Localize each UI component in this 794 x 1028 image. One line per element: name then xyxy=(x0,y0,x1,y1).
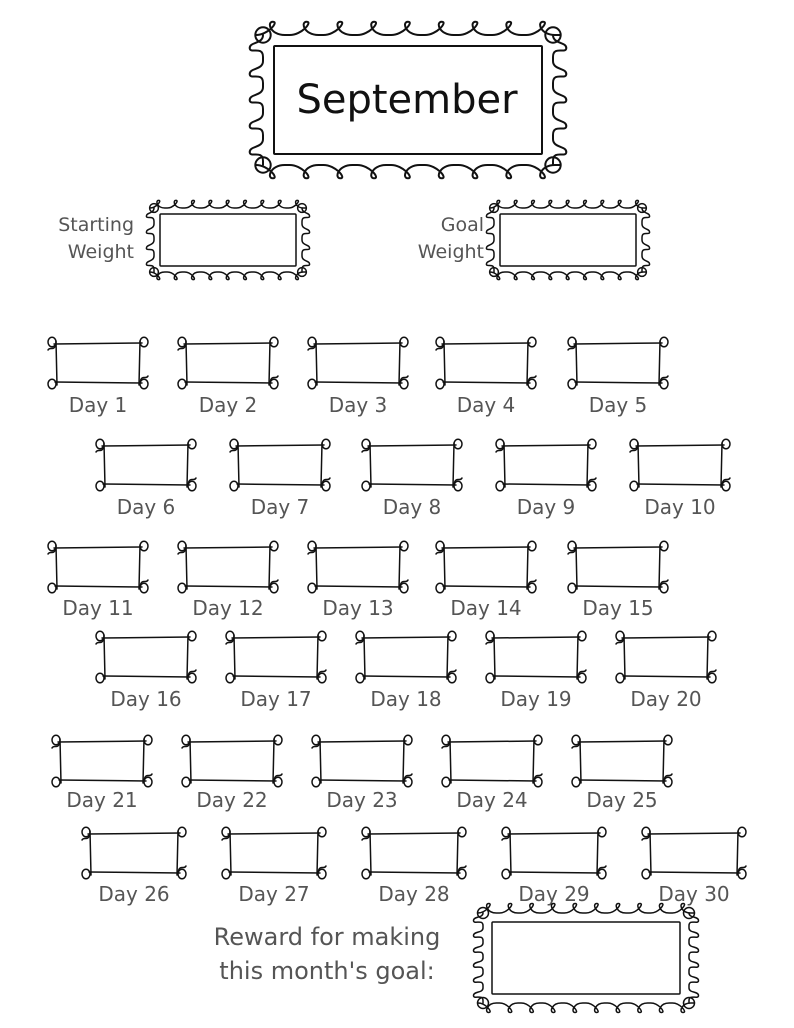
day-box[interactable] xyxy=(496,438,596,492)
day-label: Day 25 xyxy=(586,788,658,812)
day-box[interactable] xyxy=(48,336,148,390)
day-label: Day 16 xyxy=(110,687,182,711)
reward-label xyxy=(196,920,458,988)
day-label: Day 26 xyxy=(98,882,170,906)
goal-weight-label-line1: Goal xyxy=(440,214,484,236)
day-label: Day 30 xyxy=(658,882,730,906)
day-box[interactable] xyxy=(362,826,466,880)
day-label: Day 18 xyxy=(370,687,442,711)
starting-weight-label-line2: Weight xyxy=(67,241,134,263)
day-box[interactable] xyxy=(178,336,278,390)
day-box[interactable] xyxy=(96,630,196,684)
day-box[interactable] xyxy=(308,336,408,390)
reward-label-line2: this month's goal: xyxy=(219,957,435,985)
starting-weight-label xyxy=(40,212,134,266)
day-box[interactable] xyxy=(96,438,196,492)
day-box[interactable] xyxy=(222,826,326,880)
day-label: Day 14 xyxy=(450,596,522,620)
day-label: Day 15 xyxy=(582,596,654,620)
goal-weight-label xyxy=(390,212,484,266)
day-box[interactable] xyxy=(356,630,456,684)
starting-weight-label-line1: Starting xyxy=(58,214,134,236)
day-box[interactable] xyxy=(572,734,672,788)
day-box[interactable] xyxy=(362,438,462,492)
day-box[interactable] xyxy=(182,734,282,788)
day-label: Day 5 xyxy=(588,393,648,417)
day-label: Day 24 xyxy=(456,788,528,812)
day-label: Day 28 xyxy=(378,882,450,906)
goal-weight-box[interactable] xyxy=(486,200,650,280)
day-box[interactable] xyxy=(178,540,278,594)
day-label: Day 17 xyxy=(240,687,312,711)
day-label: Day 6 xyxy=(116,495,176,519)
day-label: Day 12 xyxy=(192,596,264,620)
day-label: Day 8 xyxy=(382,495,442,519)
day-box[interactable] xyxy=(486,630,586,684)
day-box[interactable] xyxy=(312,734,412,788)
day-label: Day 11 xyxy=(62,596,134,620)
day-label: Day 1 xyxy=(68,393,128,417)
day-box[interactable] xyxy=(616,630,716,684)
day-box[interactable] xyxy=(436,336,536,390)
page-title: September xyxy=(296,77,518,123)
day-label: Day 7 xyxy=(250,495,310,519)
day-label: Day 21 xyxy=(66,788,138,812)
day-label: Day 20 xyxy=(630,687,702,711)
day-label: Day 4 xyxy=(456,393,516,417)
day-box[interactable] xyxy=(642,826,746,880)
day-label: Day 27 xyxy=(238,882,310,906)
day-label: Day 19 xyxy=(500,687,572,711)
day-box[interactable] xyxy=(568,540,668,594)
day-label: Day 9 xyxy=(516,495,576,519)
day-label: Day 22 xyxy=(196,788,268,812)
day-box[interactable] xyxy=(436,540,536,594)
day-box[interactable] xyxy=(502,826,606,880)
day-box[interactable] xyxy=(82,826,186,880)
reward-label-line1: Reward for making xyxy=(213,923,441,951)
day-box[interactable] xyxy=(52,734,152,788)
day-box[interactable] xyxy=(48,540,148,594)
reward-box[interactable] xyxy=(474,904,698,1012)
day-label: Day 23 xyxy=(326,788,398,812)
day-label: Day 29 xyxy=(518,882,590,906)
day-label: Day 10 xyxy=(644,495,716,519)
starting-weight-box[interactable] xyxy=(146,200,310,280)
day-box[interactable] xyxy=(230,438,330,492)
day-box[interactable] xyxy=(568,336,668,390)
day-box[interactable] xyxy=(226,630,326,684)
day-box[interactable] xyxy=(442,734,542,788)
day-label: Day 3 xyxy=(328,393,388,417)
day-box[interactable] xyxy=(630,438,730,492)
day-label: Day 2 xyxy=(198,393,258,417)
day-label: Day 13 xyxy=(322,596,394,620)
goal-weight-label-line2: Weight xyxy=(417,241,484,263)
day-box[interactable] xyxy=(308,540,408,594)
